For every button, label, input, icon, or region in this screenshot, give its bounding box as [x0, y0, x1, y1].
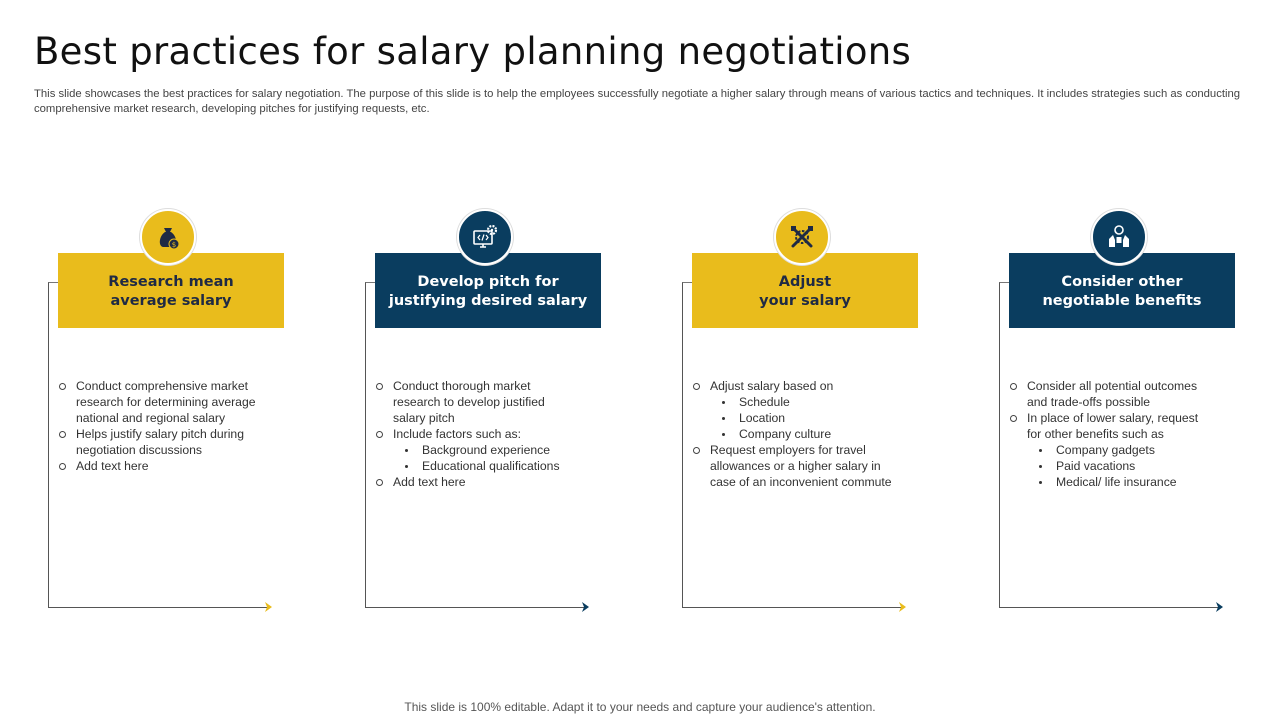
footer-note: This slide is 100% editable. Adapt it to your needs and capture your audience's attention.: [404, 700, 876, 714]
list-item: Consider all potential outcomes and trade-offs possible: [1009, 378, 1209, 410]
chevron-right-icon: [579, 600, 593, 614]
practice-card-pitch: [365, 208, 605, 618]
card-content: [58, 378, 258, 474]
practice-card-benefits: [999, 208, 1239, 618]
card-content: [692, 378, 892, 490]
list-item: Include factors such as: Background experience Educational qualifications: [375, 426, 575, 474]
list-item: Helps justify salary pitch during negotiation discussions: [58, 426, 258, 458]
sub-list-item: Educational qualifications: [393, 458, 575, 474]
list-item: In place of lower salary, request for other benefits such as Company gadgets Paid vacations Medical/ life insurance: [1009, 410, 1209, 490]
list-item: Request employers for travel allowances or a higher salary in case of an inconvenient commute: [692, 442, 892, 490]
page-subtitle: This slide showcases the best practices for salary negotiation. The purpose of this slide is to help the employees successfully negotiate a higher salary through means of various tactics and techniques. It includes strategies such as conducting comprehensive market research, developing pitches for justifying requests, etc.: [34, 88, 1241, 115]
list-item: Adjust salary based on Schedule Location Company culture: [692, 378, 892, 442]
svg-text:$: $: [171, 241, 177, 249]
sub-list-item: Location: [710, 410, 892, 426]
card-content: [375, 378, 575, 490]
sub-list-item: Schedule: [710, 394, 892, 410]
chevron-right-icon: [896, 600, 910, 614]
practice-card-adjust: [682, 208, 922, 618]
tools-cross-icon: [774, 209, 830, 265]
card-content: [1009, 378, 1209, 490]
sub-list-item: Company culture: [710, 426, 892, 442]
card-heading: Develop pitch for justifying desired salary: [375, 253, 601, 328]
sub-list-item: Paid vacations: [1027, 458, 1209, 474]
chevron-right-icon: [1213, 600, 1227, 614]
sub-list-item: Medical/ life insurance: [1027, 474, 1209, 490]
card-heading: Adjust your salary: [692, 253, 918, 328]
list-item: Add text here: [58, 458, 258, 474]
hands-benefits-icon: [1091, 209, 1147, 265]
page-title: Best practices for salary planning negotiations: [34, 30, 912, 73]
sub-list-item: Background experience: [393, 442, 575, 458]
money-bag-icon: [140, 209, 196, 265]
list-item: Conduct comprehensive market research for determining average national and regional salary: [58, 378, 258, 426]
card-heading: Research mean average salary: [58, 253, 284, 328]
chevron-right-icon: [262, 600, 276, 614]
list-item: Conduct thorough market research to develop justified salary pitch: [375, 378, 575, 426]
code-monitor-gear-icon: [457, 209, 513, 265]
practice-card-research: [48, 208, 288, 618]
card-heading: Consider other negotiable benefits: [1009, 253, 1235, 328]
sub-list-item: Company gadgets: [1027, 442, 1209, 458]
list-item: Add text here: [375, 474, 575, 490]
